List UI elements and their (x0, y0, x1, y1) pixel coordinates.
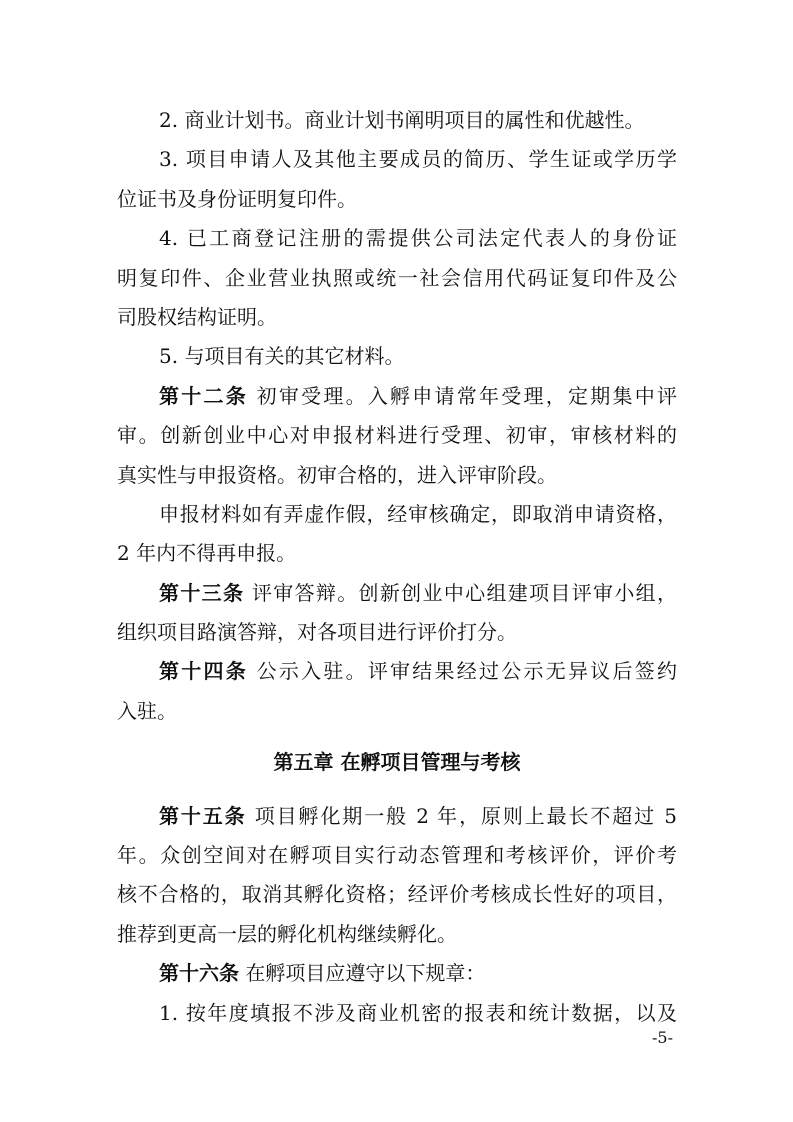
page-number: -5- (652, 1028, 673, 1047)
article-15-label: 第十五条 (159, 803, 247, 828)
article-12-line-3: 真实性与申报资格。初审合格的，进入评审阶段。 (117, 462, 557, 487)
fraud-line-1: 申报材料如有弄虚作假，经审核确定，即取消申请资格， (159, 501, 677, 526)
article-12-line-2: 审。创新创业中心对申报材料进行受理、初审，审核材料的 (117, 423, 677, 448)
article-14-line-2: 入驻。 (117, 698, 177, 723)
item-3-line-2: 位证书及身份证明复印件。 (117, 186, 357, 211)
item-4-line-1: 4. 已工商登记注册的需提供公司法定代表人的身份证 (159, 226, 677, 251)
article-15-line-2: 年。众创空间对在孵项目实行动态管理和考核评价，评价考 (117, 843, 677, 868)
article-14-label: 第十四条 (159, 659, 248, 684)
article-13-text-1: 评审答辩。创新创业中心组建项目评审小组， (244, 580, 677, 605)
article-13-line-2: 组织项目路演答辩，对各项目进行评价打分。 (117, 620, 517, 645)
article-13-line-1 (117, 574, 677, 613)
article-15-line-4: 推荐到更高一层的孵化机构继续孵化。 (117, 921, 457, 946)
article-16-line-1 (117, 954, 677, 993)
chapter-heading: 第五章 在孵项目管理与考核 (273, 750, 521, 775)
item-4-line-3: 司股权结构证明。 (117, 304, 277, 329)
fraud-line-2: 2 年内不得再申报。 (117, 541, 297, 566)
article-16-label: 第十六条 (159, 961, 239, 986)
article-12-line-1 (117, 377, 677, 416)
item-2-line-1: 2. 商业计划书。商业计划书阐明项目的属性和优越性。 (159, 108, 645, 132)
page-content (117, 101, 677, 1033)
article-14-line-1 (117, 652, 677, 691)
article-15-line-1 (117, 797, 677, 836)
last-item-line-1: 1. 按年度填报不涉及商业机密的报表和统计数据，以及 (159, 1000, 677, 1025)
article-13-label: 第十三条 (159, 580, 245, 605)
article-15-text-1: 项目孵化期一般 2 年，原则上最长不超过 5 (246, 803, 677, 828)
article-16-text-1: 在孵项目应遵守以下规章： (239, 961, 486, 986)
article-14-text-1: 公示入驻。评审结果经过公示无异议后签约 (247, 659, 677, 684)
item-4-line-2: 明复印件、企业营业执照或统一社会信用代码证复印件及公 (117, 265, 677, 290)
item-5-line-1: 5. 与项目有关的其它材料。 (159, 344, 405, 369)
item-3-line-1: 3. 项目申请人及其他主要成员的简历、学生证或学历学 (159, 147, 677, 172)
article-15-line-3: 核不合格的，取消其孵化资格；经评价考核成长性好的项目， (117, 882, 677, 907)
article-12-text-1: 初审受理。入孵申请常年受理，定期集中评 (247, 383, 677, 408)
article-12-label: 第十二条 (159, 383, 248, 408)
